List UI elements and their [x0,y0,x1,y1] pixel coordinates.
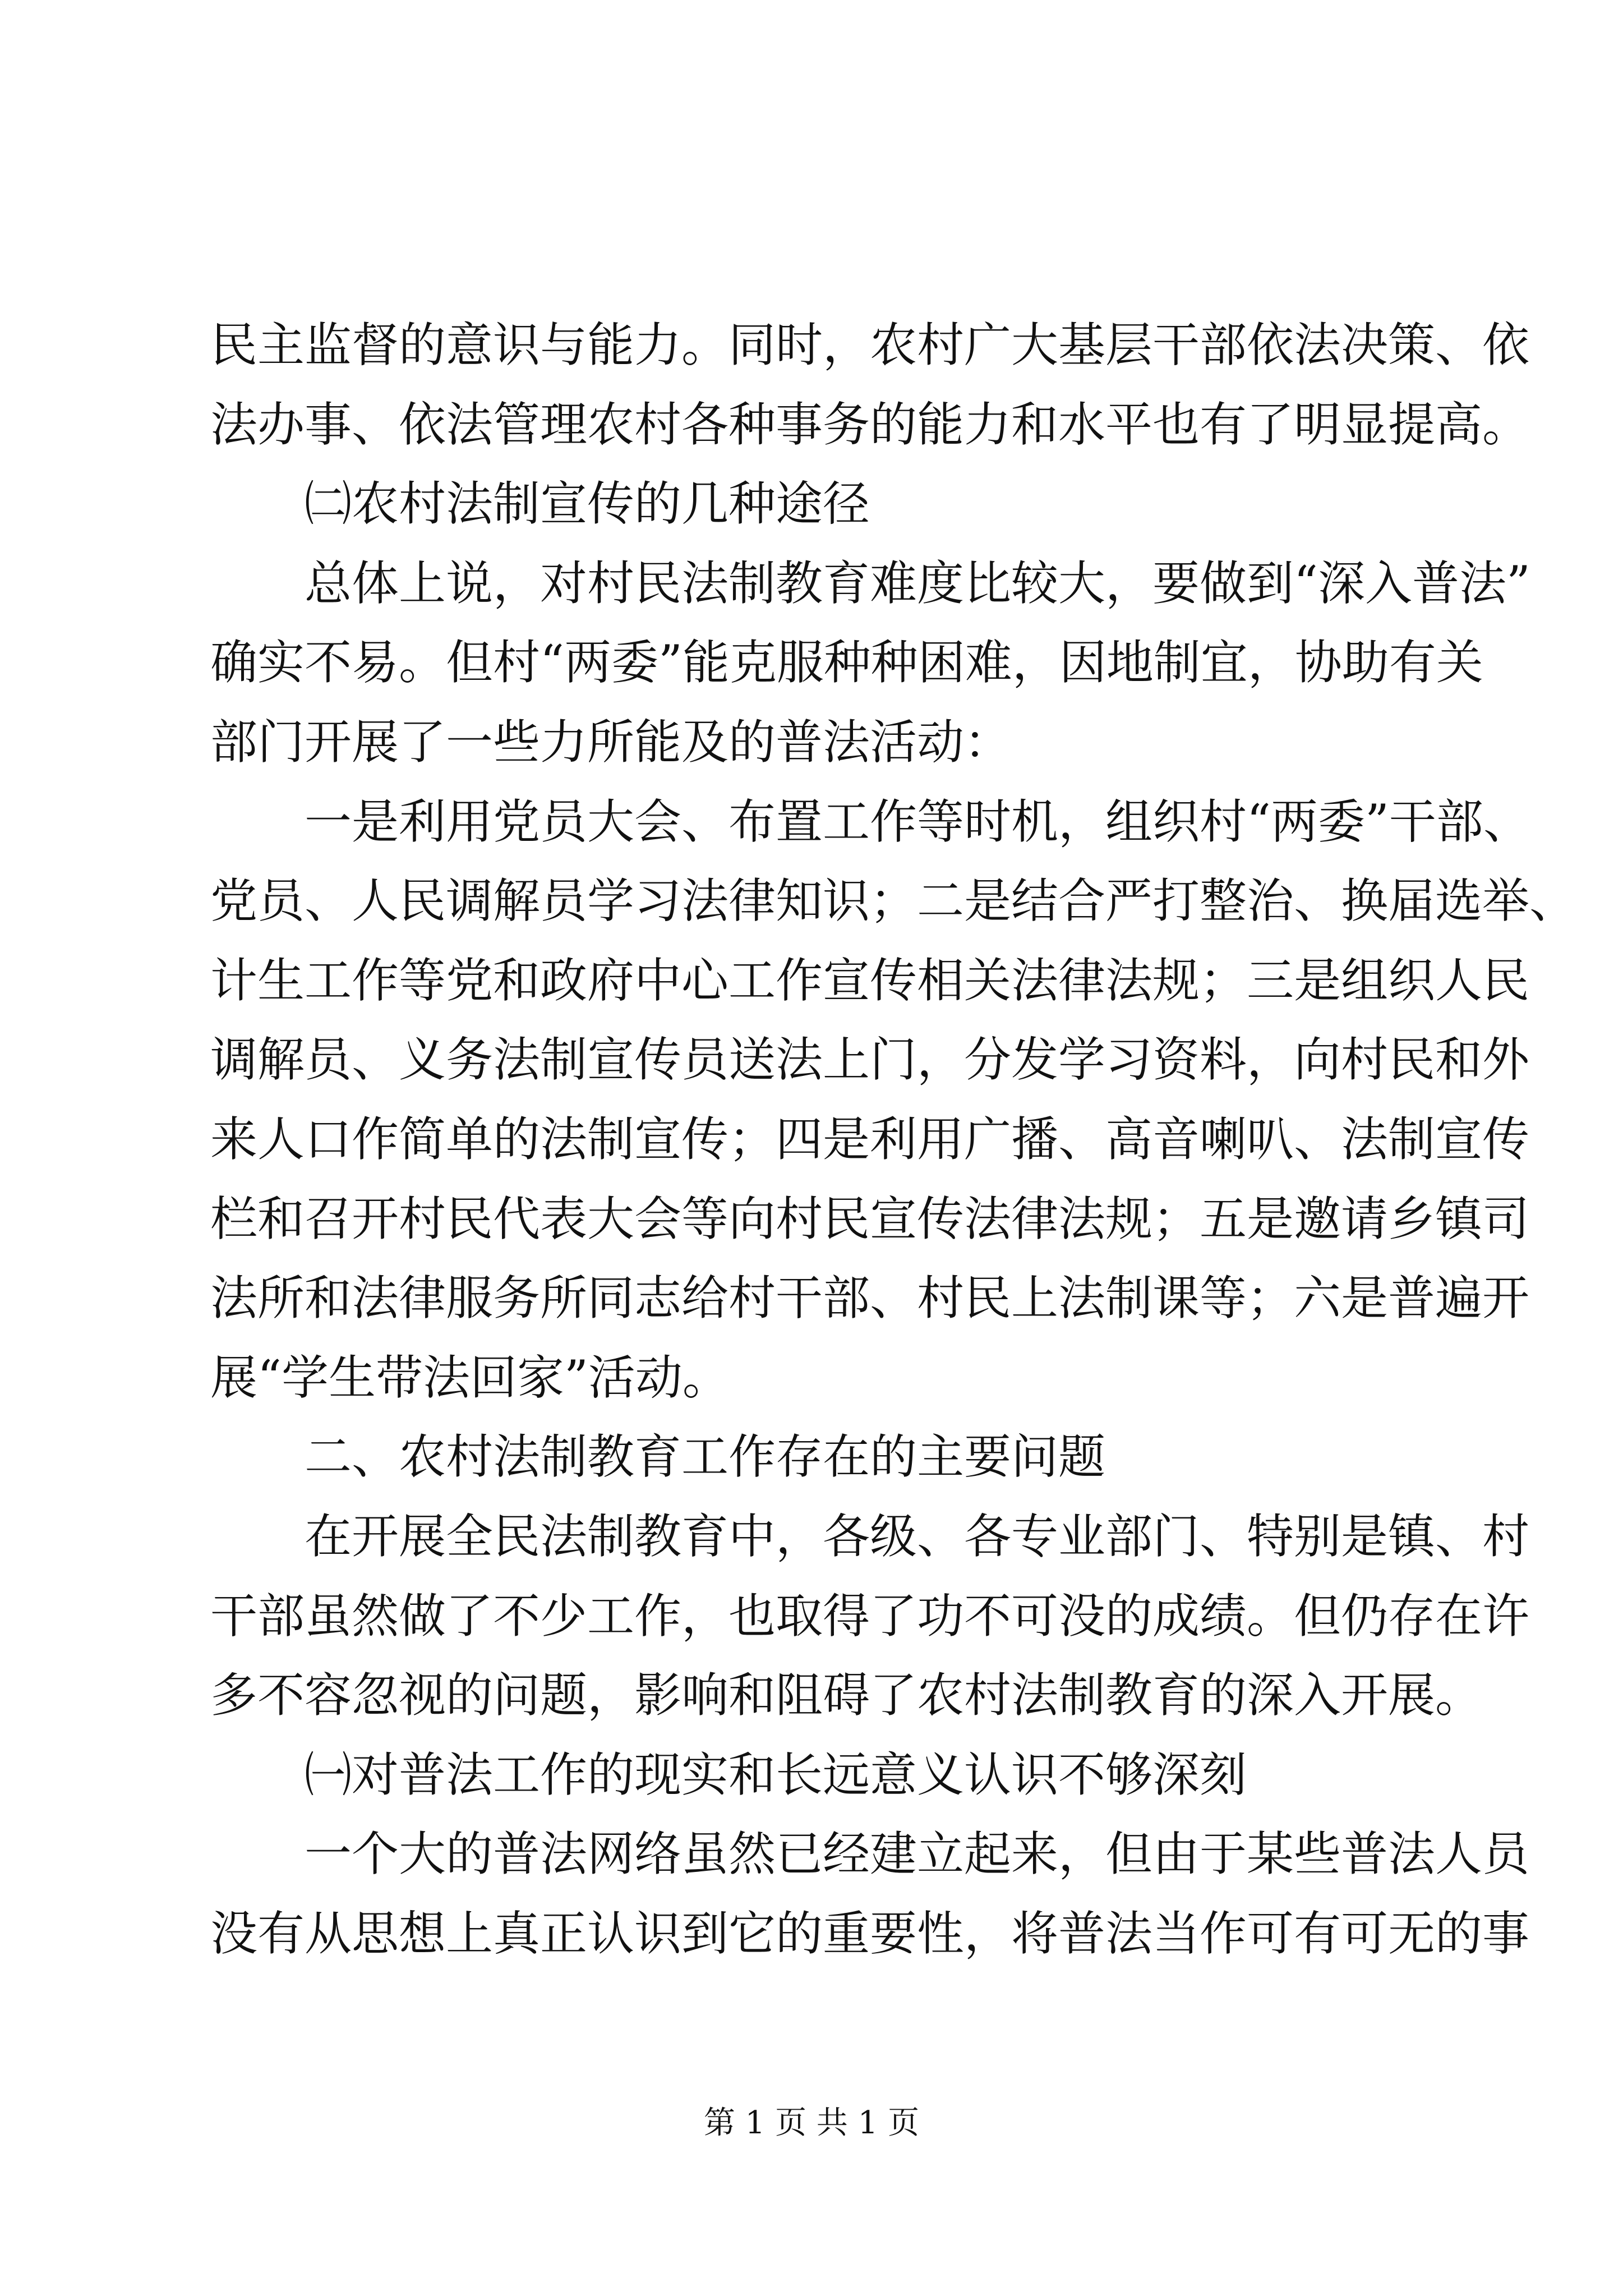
text-line: 一是利用党员大会、布置工作等时机，组织村“两委”干部、 [305,794,1530,849]
text-line: 部门开展了一些力所能及的普法活动： [210,714,1012,770]
text-line: 调解员、义务法制宣传员送法上门，分发学习资料，向村民和外 [210,1032,1530,1088]
text-line: 展“学生带法回家”活动。 [210,1350,730,1405]
section-heading: ㈡农村法制宣传的几种途径 [305,476,870,532]
text-line: 在开展全民法制教育中，各级、各专业部门、特别是镇、村 [305,1508,1530,1564]
text-line: 确实不易。但村“两委”能克服种种困难，因地制宜，协助有关 [210,635,1483,691]
text-line: 干部虽然做了不少工作，也取得了功不可没的成绩。但仍存在许 [210,1588,1530,1644]
text-line: 法所和法律服务所同志给村干部、村民上法制课等；六是普遍开 [210,1271,1530,1326]
text-line: 民主监督的意识与能力。同时，农村广大基层干部依法决策、依 [210,318,1530,372]
text-line: 多不容忽视的问题，影响和阻碍了农村法制教育的深入开展。 [210,1668,1483,1723]
text-line: 总体上说，对村民法制教育难度比较大，要做到“深入普法” [305,555,1530,611]
page-footer [0,2101,1623,2146]
section-heading: ㈠对普法工作的现实和长远意义认识不够深刻 [305,1747,1247,1802]
text-line: 来人口作简单的法制宣传；四是利用广播、高音喇叭、法制宣传 [210,1111,1530,1167]
body-text [210,306,1577,1973]
text-line: 计生工作等党和政府中心工作宣传相关法律法规；三是组织人民 [210,953,1530,1008]
text-line: 一个大的普法网络虽然已经建立起来，但由于某些普法人员 [305,1826,1530,1882]
section-heading: 二、农村法制教育工作存在的主要问题 [305,1429,1106,1485]
text-line: 法办事、依法管理农村各种事务的能力和水平也有了明显提高。 [210,397,1530,452]
text-line: 党员、人民调解员学习法律知识；二是结合严打整治、换届选举、 [210,873,1577,929]
page-number-label: 第 1 页 共 1 页 [703,2105,920,2141]
text-line: 没有从思想上真正认识到它的重要性，将普法当作可有可无的事 [210,1906,1530,1961]
text-line: 栏和召开村民代表大会等向村民宣传法律法规；五是邀请乡镇司 [210,1191,1530,1246]
